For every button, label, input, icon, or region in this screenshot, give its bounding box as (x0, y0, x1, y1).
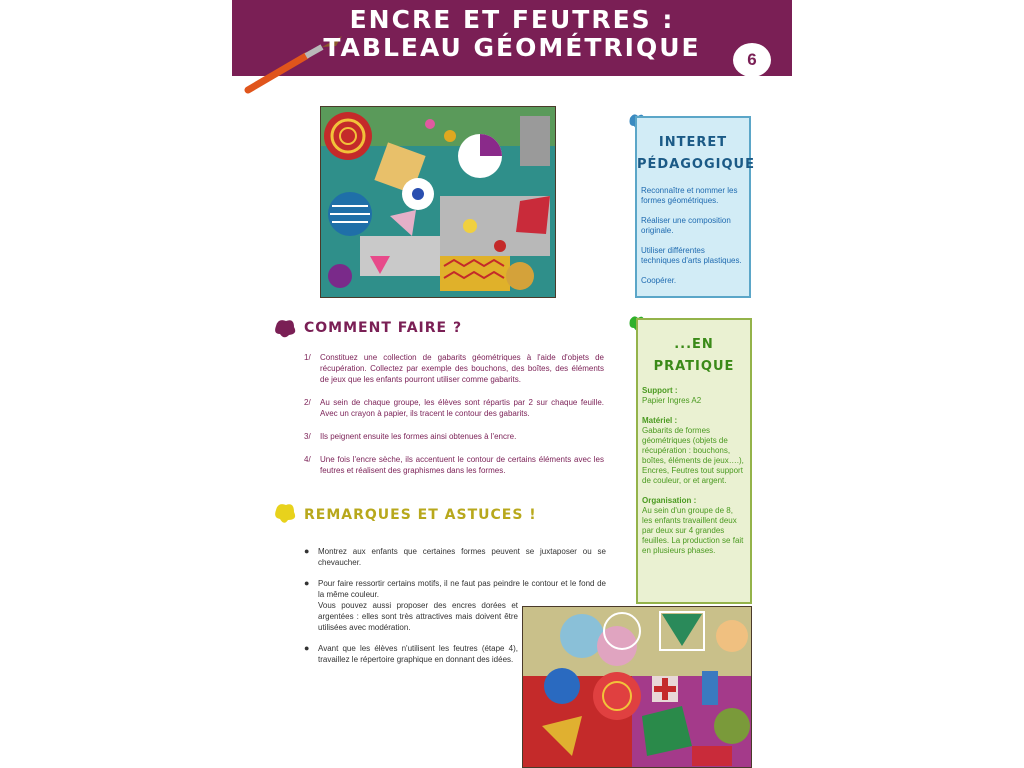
materiel-text: Gabarits de formes géométriques (objets de récupération : bouchons, boîtes, éléments de jeux….), Encres, Feutres tout support de couleur, or et argent. (642, 426, 744, 485)
step-text: Au sein de chaque groupe, les élèves sont répartis par 2 sur chaque feuille. Avec un crayon à papier, ils tracent le contour des gabarits. (320, 398, 604, 418)
interet-item: Réaliser une composition originale. (641, 216, 731, 235)
steps-list (304, 352, 604, 488)
step-item (304, 397, 604, 419)
pratique-details (638, 386, 750, 556)
bullet-icon: ● (304, 546, 310, 556)
interet-list (637, 186, 749, 286)
step-number: 1/ (304, 353, 311, 362)
title-line-1: ENCRE ET FEUTRES : (349, 5, 675, 34)
tip-text: Avant que les élèves n'utilisent les feutres (étape 4), travaillez le répertoire graphique en donnant des idées. (318, 644, 518, 664)
interet-item: Utiliser différentes techniques d'arts plastiques. (641, 246, 742, 265)
page-title (232, 6, 792, 62)
step-text: Une fois l'encre sèche, ils accentuent le contour de certains éléments avec les feutres et réalisent des graphismes dans les formes. (320, 455, 604, 475)
interet-title (637, 132, 755, 176)
tip-text: Pour faire ressortir certains motifs, il ne faut pas peindre le contour et le fond de la même couleur. (318, 579, 606, 599)
support-section (642, 386, 744, 406)
interet-item: Reconnaître et nommer les formes géométriques. (641, 186, 738, 205)
en-pratique-box (636, 318, 752, 604)
pratique-title (638, 334, 750, 378)
step-item (304, 454, 604, 476)
materiel-label: Matériel : (642, 416, 678, 425)
comment-faire-title: COMMENT FAIRE ? (304, 320, 463, 336)
purple-splat-icon (272, 316, 298, 340)
artwork-photo-bottom (522, 606, 752, 768)
step-text: Ils peignent ensuite les formes ainsi obtenues à l'encre. (320, 432, 517, 441)
remarques-title: REMARQUES ET ASTUCES ! (304, 507, 537, 523)
pratique-title-line1: ...EN (674, 337, 714, 352)
pratique-title-line2: PRATIQUE (653, 359, 735, 374)
step-number: 4/ (304, 455, 311, 464)
support-label: Support : (642, 386, 678, 395)
step-number: 2/ (304, 398, 311, 407)
organisation-label: Organisation : (642, 496, 697, 505)
artwork-photo-top (320, 106, 556, 298)
interet-title-line1: INTERET (658, 135, 728, 150)
bullet-icon: ● (304, 643, 310, 653)
interet-title-line2: PÉDAGOGIQUE (637, 157, 755, 172)
organisation-text: Au sein d'un groupe de 8, les enfants travaillent deux par deux sur 4 grandes feuilles. La production se fait en plusieurs phases. (642, 506, 744, 555)
tip-text: Montrez aux enfants que certaines formes peuvent se juxtaposer ou se chevaucher. (318, 547, 606, 567)
interet-pedagogique-box (635, 116, 755, 298)
step-item (304, 352, 604, 385)
organisation-section (642, 496, 744, 556)
yellow-splat-icon (272, 500, 298, 526)
interet-item: Coopérer. (641, 276, 677, 285)
step-number: 3/ (304, 432, 311, 441)
materiel-section (642, 416, 744, 486)
title-line-2: TABLEAU GÉOMÉTRIQUE (323, 33, 701, 62)
tip-item (304, 546, 606, 568)
page-number-badge: 6 (733, 43, 771, 77)
step-item (304, 431, 604, 442)
step-text: Constituez une collection de gabarits géométriques à l'aide d'objets de récupération. Collectez par exemple des bouchons, des boîtes, des éléments de jeux que les enfants pourront utiliser comme gabarits. (320, 353, 604, 384)
support-text: Papier Ingres A2 (642, 396, 702, 405)
bullet-icon: ● (304, 578, 310, 588)
tip-text: Vous pouvez aussi proposer des encres dorées et argentées : elles sont très attractives mais doivent être utilisées avec modération. (318, 601, 518, 632)
